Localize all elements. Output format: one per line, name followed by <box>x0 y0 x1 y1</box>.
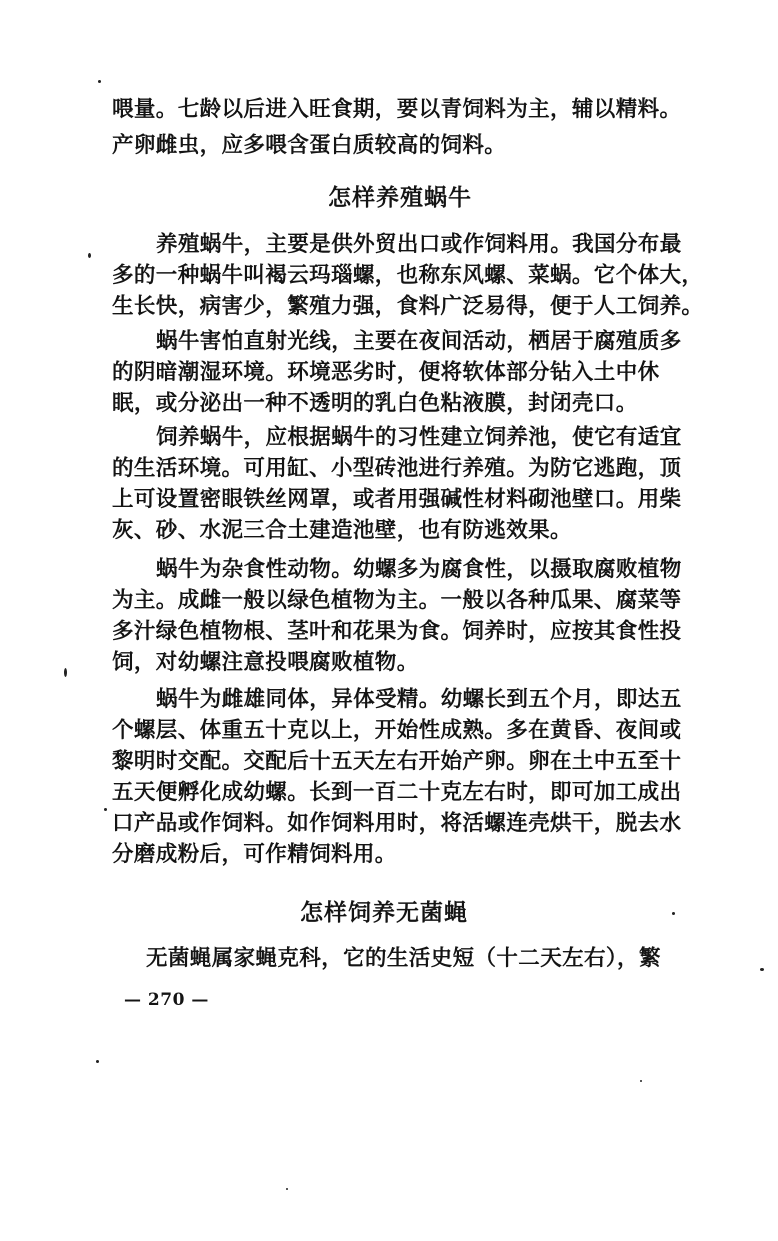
scan-speck <box>672 912 675 915</box>
scan-speck <box>64 668 67 677</box>
scan-speck <box>96 1060 99 1063</box>
section-title-snail: 怎样养殖蜗牛 <box>328 184 472 211</box>
text-line: 多的一种蜗牛叫褐云玛瑙螺，也称东风螺、菜蜗。它个体大， <box>112 263 704 288</box>
text-line: 个螺层、体重五十克以上，开始性成熟。多在黄昏、夜间或 <box>112 718 682 743</box>
scan-speck <box>760 968 764 971</box>
scan-speck <box>104 808 107 811</box>
text-line: 口产品或作饲料。如作饲料用时，将活螺连壳烘干，脱去水 <box>112 811 682 836</box>
text-line: 灰、砂、水泥三合土建造池壁，也有防逃效果。 <box>112 518 572 543</box>
text-line: 眠，或分泌出一种不透明的乳白色粘液膜，封闭壳口。 <box>112 391 638 416</box>
text-line: 产卵雌虫，应多喂含蛋白质较高的饲料。 <box>112 133 507 158</box>
text-line: 分磨成粉后，可作精饲料用。 <box>112 842 397 867</box>
text-line: 蜗牛害怕直射光线，主要在夜间活动，栖居于腐殖质多 <box>156 329 682 354</box>
text-line: 喂量。七龄以后进入旺食期，要以青饲料为主，辅以精料。 <box>112 97 682 122</box>
text-line: 五天便孵化成幼螺。长到一百二十克左右时，即可加工成出 <box>112 780 682 805</box>
text-line: 养殖蜗牛，主要是供外贸出口或作饲料用。我国分布最 <box>156 232 682 257</box>
scan-speck <box>286 1188 288 1190</box>
text-line: 的生活环境。可用缸、小型砖池进行养殖。为防它逃跑，顶 <box>112 456 682 481</box>
text-line: 为主。成雌一般以绿色植物为主。一般以各种瓜果、腐菜等 <box>112 588 682 613</box>
text-line: 饲养蜗牛，应根据蜗牛的习性建立饲养池，使它有适宜 <box>156 425 682 450</box>
scan-speck <box>640 1080 642 1082</box>
scan-speck <box>98 80 101 83</box>
text-line: 的阴暗潮湿环境。环境恶劣时，便将软体部分钻入土中休 <box>112 360 660 385</box>
text-line: 无菌蝇属家蝇克科，它的生活史短（十二天左右），繁 <box>146 946 661 971</box>
text-line: 饲，对幼螺注意投喂腐败植物。 <box>112 650 419 675</box>
text-line: 黎明时交配。交配后十五天左右开始产卵。卵在土中五至十 <box>112 749 682 774</box>
text-line: 生长快，病害少，繁殖力强，食料广泛易得，便于人工饲养。 <box>112 294 704 319</box>
page-number: — 270 — <box>124 990 209 1010</box>
text-line: 多汁绿色植物根、茎叶和花果为食。饲养时，应按其食性投 <box>112 619 682 644</box>
section-title-fly: 怎样饲养无菌蝇 <box>300 899 468 926</box>
text-line: 上可设置密眼铁丝网罩，或者用强碱性材料砌池壁口。用柴 <box>112 487 682 512</box>
text-line: 蜗牛为杂食性动物。幼螺多为腐食性，以摄取腐败植物 <box>156 557 682 582</box>
scan-speck <box>88 253 91 258</box>
text-line: 蜗牛为雌雄同体，异体受精。幼螺长到五个月，即达五 <box>156 687 682 712</box>
